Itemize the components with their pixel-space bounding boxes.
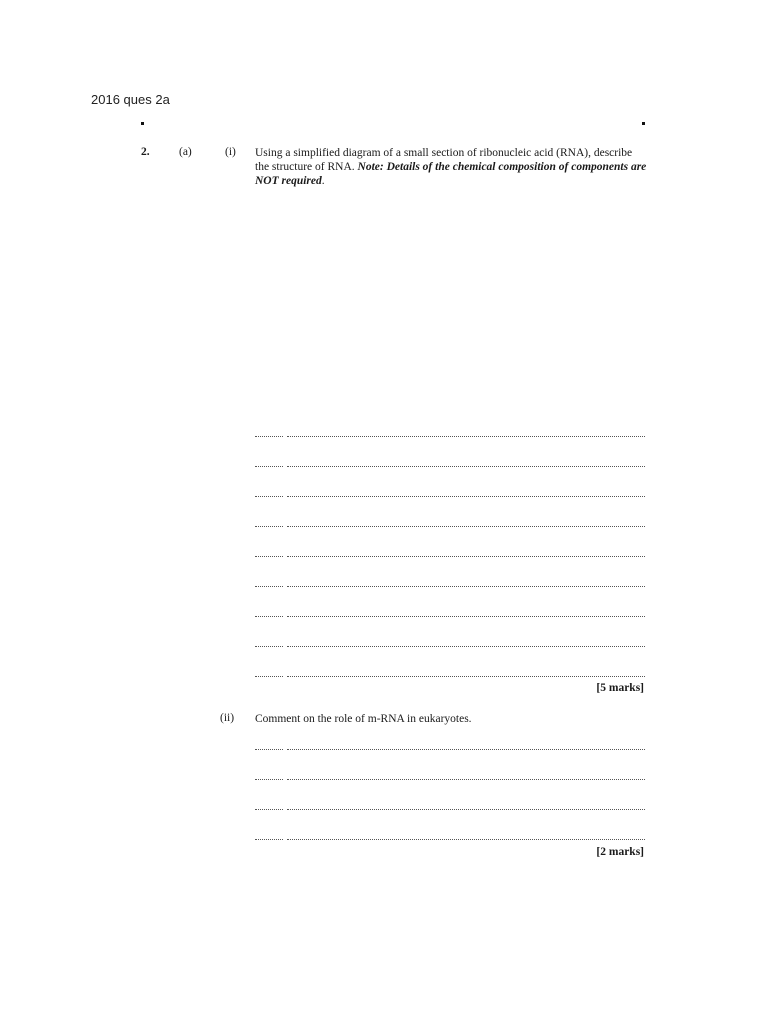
sub-question-i-prompt: Using a simplified diagram of a small section of ribonucleic acid (RNA), describe the structure of RNA. — [255, 147, 633, 173]
diagram-space[interactable] — [255, 200, 645, 420]
question-number: 2. — [141, 146, 150, 158]
marks-sub-i: [5 marks] — [596, 682, 644, 694]
question-part: (a) — [179, 146, 192, 158]
header-note: 2016 ques 2a — [91, 92, 170, 107]
sub-question-ii-text: Comment on the role of m-RNA in eukaryotes. — [255, 713, 472, 725]
sub-question-ii-label: (ii) — [220, 712, 235, 724]
sub-question-i-note-end: . — [321, 175, 325, 187]
sub-question-i-label: (i) — [225, 146, 236, 158]
registration-dot-right — [642, 122, 645, 125]
sub-question-i-note: Note: Details of the chemical composition of components are NOT required — [255, 161, 647, 187]
registration-dot-left — [141, 122, 144, 125]
sub-question-i-text — [255, 146, 647, 188]
marks-sub-ii: [2 marks] — [596, 846, 644, 858]
